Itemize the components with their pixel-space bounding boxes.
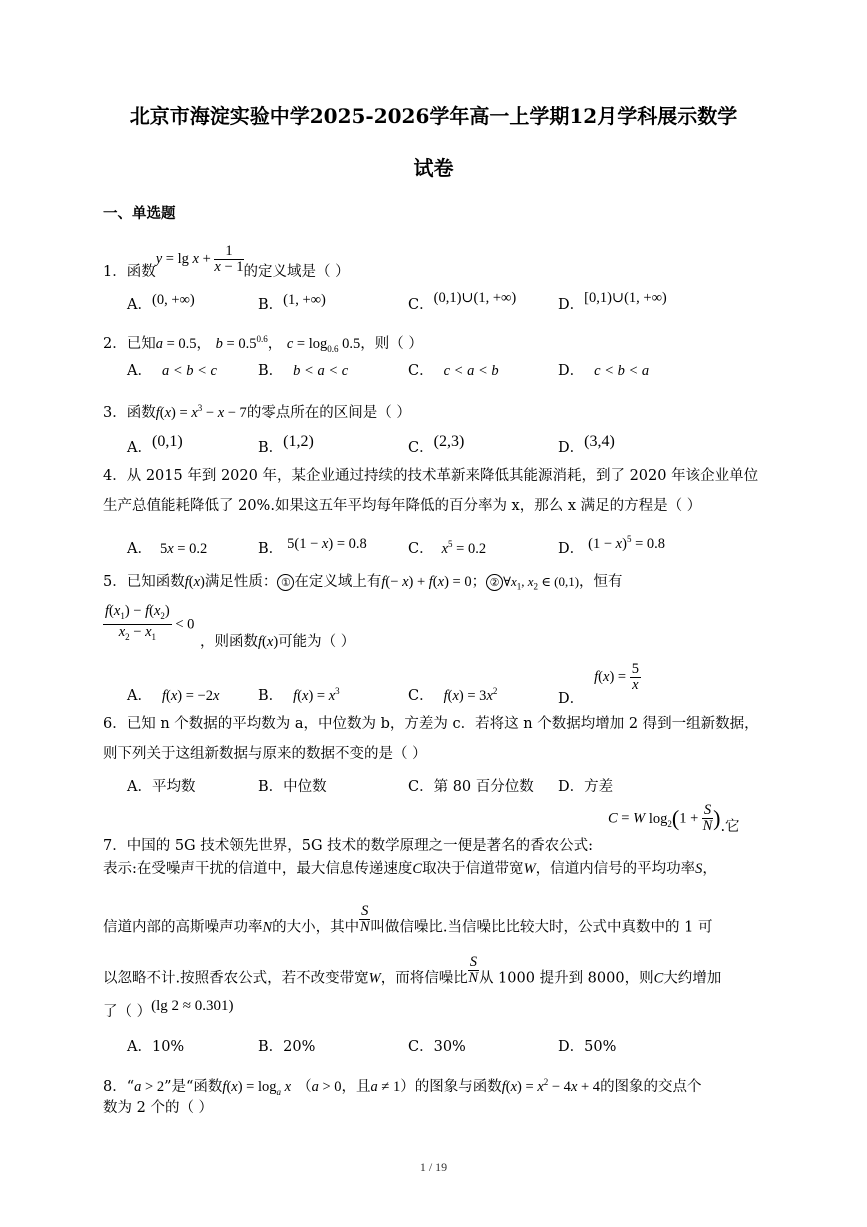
q2-option-d: D． c < b < a	[558, 363, 650, 379]
question-8-line1: 8．“a > 2”是“函数$f(x) = \log_a x$ （a > 0，且a ≠ 1）的图象与函数$f(x) = x^2 - 4x + 4$的图象的交点个	[103, 1077, 702, 1097]
q3-option-c: C．(2,3)	[408, 433, 465, 456]
question-4-line2: 生产总值能耗降低了 20%.如果这五年平均每年降低的百分率为 x，那么 x 满足的方程是（ ）	[103, 498, 702, 514]
q6-option-c: C．第 80 百分位数	[408, 779, 534, 795]
q7-option-b: B．20%	[258, 1039, 316, 1055]
q4-option-c: C． $x^5 = 0.2$	[408, 539, 487, 557]
page-title-line2: 试卷	[413, 156, 454, 180]
q2-option-c: C． c < a < b	[408, 363, 499, 379]
q5-option-b: B． $f(x) = x^3$	[258, 686, 340, 704]
question-4-line1: 4．从 2015 年到 2020 年，某企业通过持续的技术革新来降低其能源消耗，到了 2020 年该企业单位	[103, 468, 759, 484]
q6-option-a: A．平均数	[127, 779, 196, 795]
question-8-line2: 数为 2 个的（ ）	[103, 1100, 214, 1116]
q5-option-d: D．f(x) = $\frac{5}{x}$	[558, 661, 639, 707]
page-title: 北京市海淀实验中学2025-2026学年高一上学期12月学科展示数学	[129, 104, 738, 128]
question-7-line3: 信道内部的高斯噪声功率N的大小，其中 $\frac{S}{N}$ 叫做信噪比.当信噪比比较大时，公式中真数中的 1 可	[103, 903, 713, 936]
q4-option-a: A． 5x = 0.2	[127, 541, 208, 557]
question-6-line2: 则下列关于这组新数据与原来的数据不变的是（ ）	[103, 746, 427, 762]
question-7-line2: 表示:在受噪声干扰的信道中，最大信息传递速度C取决于信道带宽W，信道内信号的平均功率S，	[103, 861, 717, 877]
question-7-line5: 了（ ）(lg 2 ≈ 0.301)	[103, 998, 234, 1020]
q1-formula: y = lg x + $\frac{1}{x - 1}$	[155, 243, 244, 275]
q5-option-a: A． f(x) = −2x	[127, 688, 220, 704]
question-5-line1: 5．已知函数f(x)满足性质： ① 在定义域上有f(− x) + f(x) = 0； ② $\forall x_1$, $x_2$ ∈ (0,1)，恒有	[103, 574, 623, 592]
question-7-line1: 7．中国的 5G 技术领先世界，5G 技术的数学原理之一便是著名的香农公式:	[103, 838, 594, 854]
q6-option-b: B．中位数	[258, 779, 327, 795]
q7-option-d: D．50%	[558, 1039, 617, 1055]
q5-option-c: C． $f(x) = 3x^2$	[408, 686, 498, 704]
question-5-line3: ，则函数f(x)可能为（ ）	[200, 634, 356, 650]
q4-option-d: D． $(1 - x)^5 = 0.8$	[558, 534, 665, 557]
section-heading: 一、单选题	[103, 205, 176, 222]
q1-option-d: D．[0,1)∪(1, +∞)	[558, 290, 667, 313]
q3-option-a: A．(0,1)	[127, 433, 183, 456]
page-number: 1 / 19	[419, 1160, 448, 1174]
question-6-line1: 6．已知 n 个数据的平均数为 a，中位数为 b，方差为 c．若将这 n 个数据均增加 2 得到一组新数据，	[103, 716, 759, 732]
question-7-line4: 以忽略不计.按照香农公式，若不改变带宽W，而将信噪比 $\frac{S}{N}$ 从 1000 提升到 8000，则C大约增加	[103, 954, 722, 987]
q7-option-c: C．30%	[408, 1039, 466, 1055]
q7-shannon-formula: C = W $\log_2(1$ + $\frac{S}{N}$ ).它	[608, 802, 740, 835]
q7-option-a: A．10%	[127, 1039, 185, 1055]
question-3: 3．函数$f(x) = x^3 - x - 7$的零点所在的区间是（ ）	[103, 403, 411, 421]
q6-option-d: D．方差	[558, 779, 614, 795]
q1-option-b: B．(1, +∞)	[258, 292, 326, 313]
question-2: 2．已知a = 0.5， $b = 0.5^{0.6}$， $c = \log_{0.6} 0.5$，则（ ）	[103, 334, 423, 354]
q3-option-b: B．(1,2)	[258, 433, 314, 456]
q2-option-b: B． b < a < c	[258, 363, 349, 379]
q1-option-a: A．(0, +∞)	[127, 292, 195, 313]
q4-option-b: B． 5(1 − x) = 0.8	[258, 536, 367, 557]
question-5-line2: $\frac{f(x_1) - f(x_2)}{x_2 - x_1}$ < 0	[105, 603, 195, 642]
question-1: 1．函数y = lg x + $\frac{1}{x - 1}$ 的定义域是（ ）	[103, 243, 350, 280]
q2-option-a: A． a < b < c	[127, 363, 217, 379]
q1-option-c: C．(0,1)∪(1, +∞)	[408, 290, 517, 313]
q3-option-d: D．(3,4)	[558, 433, 615, 456]
